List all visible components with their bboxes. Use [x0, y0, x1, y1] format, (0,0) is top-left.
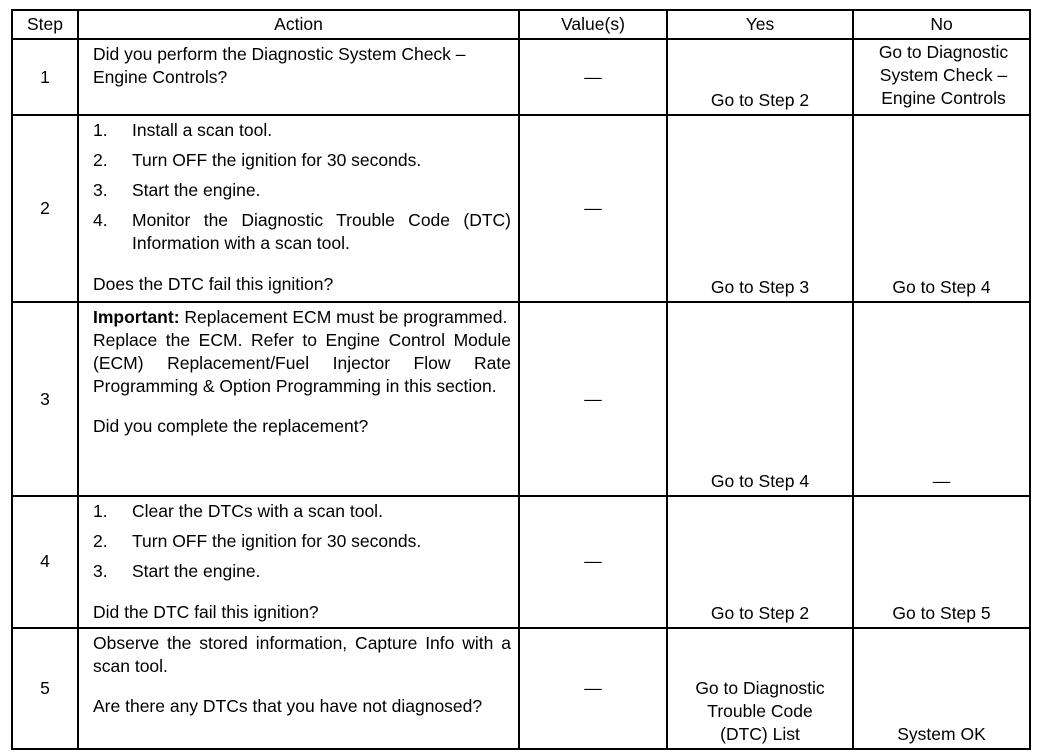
- header-step: Step: [12, 10, 78, 39]
- value-cell: [519, 496, 667, 629]
- action-question: Are there any DTCs that you have not diagnosed?: [93, 696, 483, 717]
- table-row: [12, 39, 1030, 115]
- important-label: Important:: [93, 307, 180, 328]
- important-note: [93, 306, 511, 329]
- list-item: 2. Turn OFF the ignition for 30 seconds.: [93, 530, 422, 551]
- value-cell: [519, 115, 667, 302]
- important-text: Replacement ECM must be programmed.: [184, 307, 508, 328]
- no-cell: System OK: [853, 628, 1030, 749]
- step-number: 1: [12, 39, 78, 115]
- action-cell: [78, 628, 519, 749]
- step-number: 3: [12, 302, 78, 495]
- value-cell: [519, 302, 667, 495]
- list-item: 3. Start the engine.: [93, 180, 261, 201]
- value-cell: [519, 39, 667, 115]
- table-row: [12, 628, 1030, 749]
- value-dash: —: [584, 198, 602, 219]
- value-dash: —: [584, 388, 602, 409]
- action-text: Observe the stored information, Capture Info with a scan tool.: [93, 633, 511, 677]
- yes-cell: Go to Step 2: [667, 39, 853, 115]
- list-item: 2. Turn OFF the ignition for 30 seconds.: [93, 150, 422, 171]
- diagnostic-table: [11, 9, 1031, 750]
- action-steps: [93, 500, 511, 583]
- no-cell: —: [853, 302, 1030, 495]
- yes-cell: Go to Diagnostic Trouble Code (DTC) List: [667, 628, 853, 749]
- action-cell: [78, 496, 519, 629]
- value-dash: —: [584, 678, 602, 699]
- table-row: [12, 496, 1030, 629]
- action-question: Does the DTC fail this ignition?: [93, 274, 334, 295]
- yes-cell: Go to Step 2: [667, 496, 853, 629]
- yes-cell: Go to Step 3: [667, 115, 853, 302]
- header-row: [12, 10, 1030, 39]
- action-cell: [78, 39, 519, 115]
- action-question: Did you complete the replacement?: [93, 416, 369, 437]
- table-row: [12, 302, 1030, 495]
- value-dash: —: [584, 551, 602, 572]
- step-number: 5: [12, 628, 78, 749]
- action-cell: [78, 115, 519, 302]
- value-cell: [519, 628, 667, 749]
- value-dash: —: [584, 66, 602, 87]
- step-number: 2: [12, 115, 78, 302]
- yes-cell: Go to Step 4: [667, 302, 853, 495]
- header-values: Value(s): [519, 10, 667, 39]
- list-item: 1. Install a scan tool.: [93, 120, 273, 141]
- list-item: 1. Clear the DTCs with a scan tool.: [93, 500, 383, 521]
- table-row: [12, 115, 1030, 302]
- header-no: No: [853, 10, 1030, 39]
- action-cell: [78, 302, 519, 495]
- header-yes: Yes: [667, 10, 853, 39]
- action-steps: [93, 119, 511, 255]
- step-number: 4: [12, 496, 78, 629]
- no-cell: Go to Diagnostic System Check – Engine Controls: [853, 39, 1030, 115]
- action-question: Did the DTC fail this ignition?: [93, 601, 319, 622]
- action-text: Replace the ECM. Refer to Engine Control Module (ECM) Replacement/Fuel Injector Flow Rate Programming & Option Programming in this section.: [93, 330, 511, 397]
- no-cell: Go to Step 5: [853, 496, 1030, 629]
- list-item: 4. Monitor the Diagnostic Trouble Code (DTC) Information with a scan tool.: [93, 210, 511, 254]
- no-cell: Go to Step 4: [853, 115, 1030, 302]
- list-item: 3. Start the engine.: [93, 560, 261, 581]
- action-question: Did you perform the Diagnostic System Check – Engine Controls?: [93, 44, 466, 87]
- header-action: Action: [78, 10, 519, 39]
